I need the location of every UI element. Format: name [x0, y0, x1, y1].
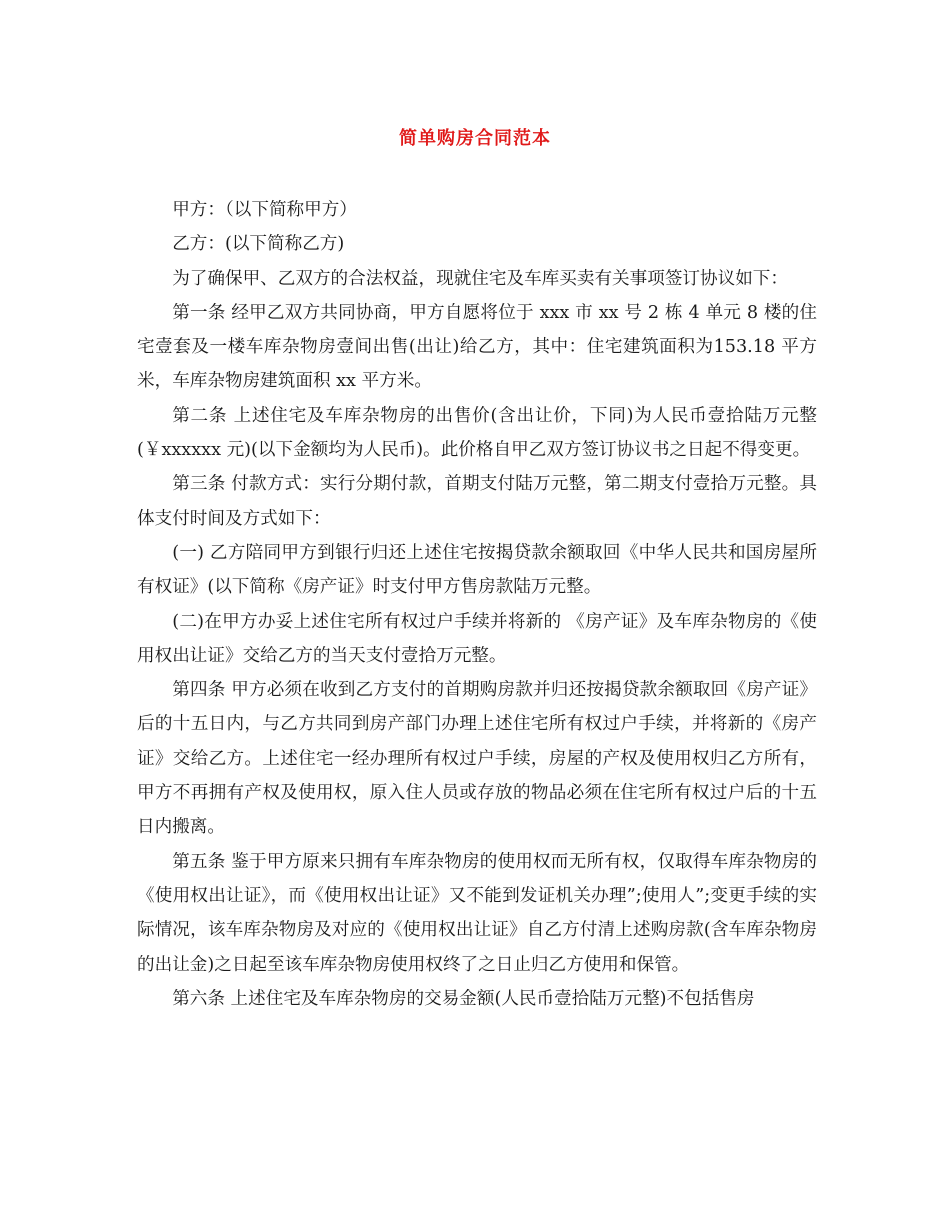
document-title: 简单购房合同范本 [399, 128, 551, 149]
article-5-paragraph: 第五条 鉴于甲方原来只拥有车库杂物房的使用权而无所有权，仅取得车库杂物房的《使用权出让证》，而《使用权出让证》又不能到发证机关办理”;使用人”;变更手续的实际情况，该车库杂物房及对应的《使用权出让证》自乙方付清上述购房款(含车库杂物房的出让金)之日起至该车库杂物房使用权终了之日止归乙方使用和保管。 [137, 851, 817, 975]
article-3-paragraph: 第三条 付款方式：实行分期付款，首期支付陆万元整，第二期支付壹拾万元整。具体支付时间及方式如下： [137, 474, 817, 529]
party-a-line: 甲方：（以下简称甲方） [172, 200, 357, 220]
article-3-item-2-paragraph: (二)在甲方办妥上述住宅所有权过户手续并将新的 《房产证》及车库杂物房的《使用权出让证》交给乙方的当天支付壹拾万元整。 [137, 611, 817, 666]
article-2-paragraph: 第二条 上述住宅及车库杂物房的出售价(含出让价，下同)为人民币壹拾陆万元整(￥xxxxxx 元)(以下金额均为人民币)。此价格自甲乙双方签订协议书之日起不得变更。 [137, 405, 817, 461]
party-b-line: 乙方：(以下简称乙方) [172, 234, 345, 255]
document-body [137, 193, 817, 1016]
article-1-paragraph: 第一条 经甲乙双方共同协商，甲方自愿将位于 xxx 市 xx 号 2 栋 4 单元 8 楼的住宅壹套及一楼车库杂物房壹间出售(出让)给乙方，其中：住宅建筑面积为153.18 平方米，车库杂物房建筑面积 xx 平方米。 [137, 302, 817, 392]
article-6-paragraph: 第六条 上述住宅及车库杂物房的交易金额(人民币壹拾陆万元整)不包括售房 [172, 988, 755, 1009]
preamble-paragraph: 为了确保甲、乙双方的合法权益，现就住宅及车库买卖有关事项签订协议如下： [172, 268, 788, 289]
article-3-item-1-paragraph: (一) 乙方陪同甲方到银行归还上述住宅按揭贷款余额取回《中华人民共和国房屋所有权证》(以下简称《房产证》时支付甲方售房款陆万元整。 [137, 542, 817, 598]
article-4-paragraph: 第四条 甲方必须在收到乙方支付的首期购房款并归还按揭贷款余额取回《房产证》后的十五日内，与乙方共同到房产部门办理上述住宅所有权过户手续，并将新的《房产证》交给乙方。上述住宅一经办理所有权过户手续，房屋的产权及使用权归乙方所有，甲方不再拥有产权及使用权，原入住人员或存放的物品必须在住宅所有权过户后的十五日内搬离。 [137, 680, 817, 838]
